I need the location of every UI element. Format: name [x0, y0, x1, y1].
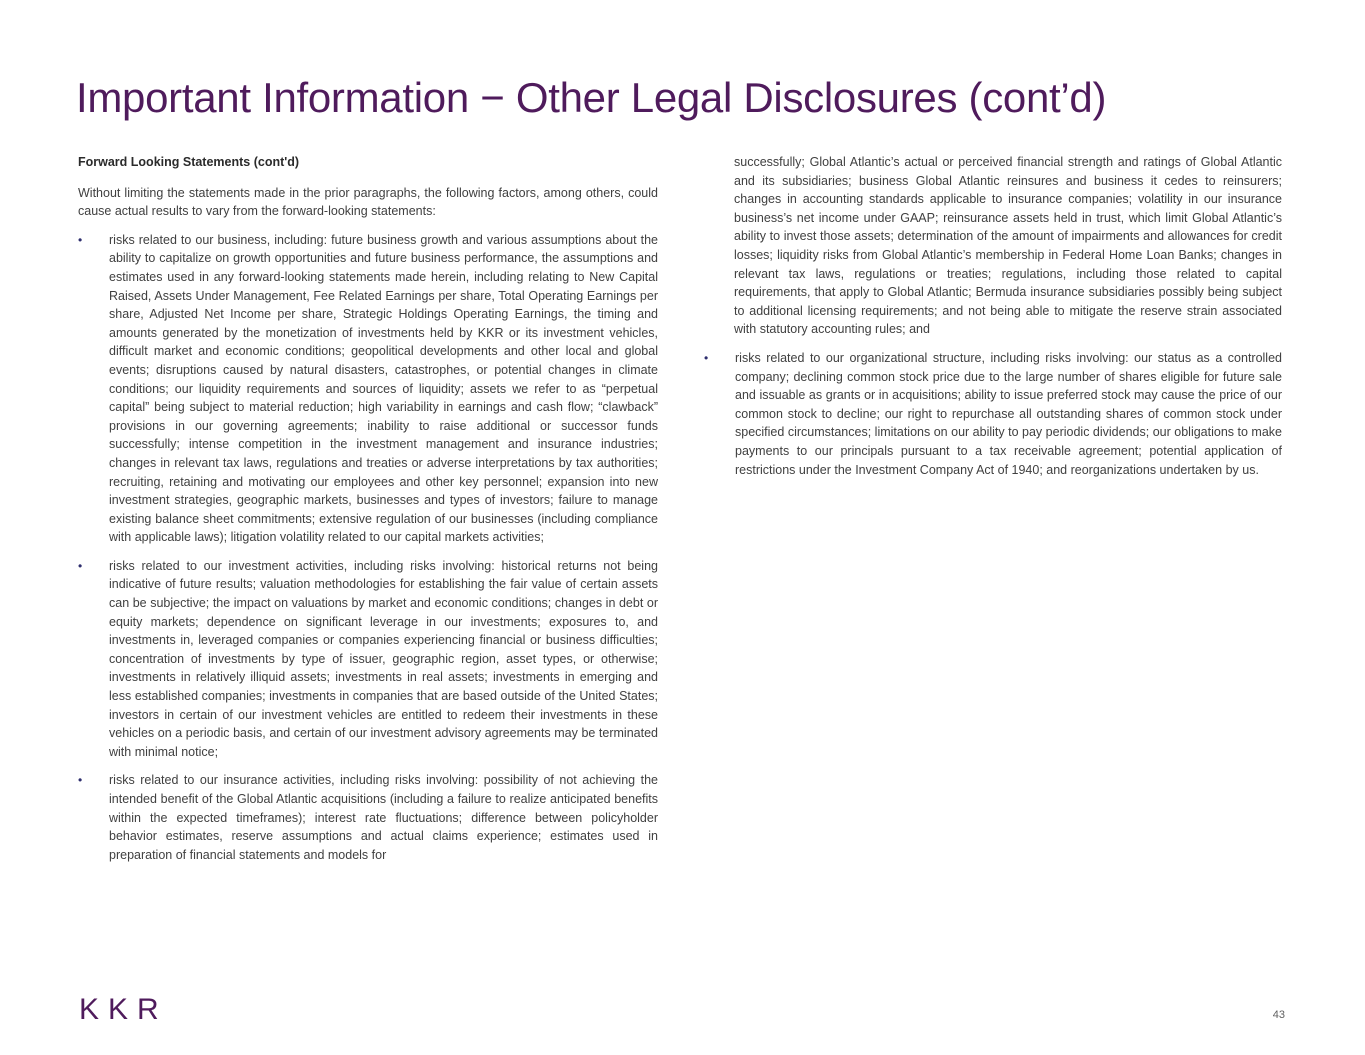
right-column [704, 153, 1282, 489]
list-item [704, 349, 1282, 479]
intro-paragraph: Without limiting the statements made in the prior paragraphs, the following factors, among others, could cause actual results to vary from the forward-looking statements: [78, 185, 658, 219]
kkr-logo: KKR [79, 993, 168, 1026]
bullet-icon: • [78, 773, 83, 788]
page-title: Important Information − Other Legal Disclosures (cont’d) [76, 74, 1107, 121]
page-number: 43 [1272, 1009, 1285, 1021]
risk-factor-list [78, 231, 658, 865]
list-item-text: risks related to our organizational structure, including risks involving: our status as a controlled company; declining common stock price due to the large number of shares eligible for future sale and issuable as grants or in acquisitions; ability to issue preferred stock may cause the price of our common stock to decline; our right to repurchase all outstanding shares of common stock under specified circumstances; limitations on our ability to pay periodic dividends; our obligations to make payments to our principals pursuant to a tax receivable agreement; potential application of restrictions under the Investment Company Act of 1940; and reorganizations undertaken by us. [735, 350, 1282, 477]
section-heading: Forward Looking Statements (cont'd) [78, 155, 300, 169]
continued-paragraph: successfully; Global Atlantic’s actual or perceived financial strength and ratings of Global Atlantic and its subsidiaries; business Global Atlantic reinsures and business it cedes to reinsurers; changes in accounting standards applicable to insurance companies; volatility in our insurance business’s net income under GAAP; reinsurance assets held in trust, which limit Global Atlantic’s ability to invest those assets; determination of the amount of impairments and allowances for credit losses; liquidity risks from Global Atlantic’s membership in Federal Home Loan Banks; changes in relevant tax laws, regulations or treaties; regulations, including those related to capital requirements, that apply to Global Atlantic; Bermuda insurance subsidiaries possibly being subject to additional licensing requirements; and not being able to mitigate the reserve strain associated with statutory accounting rules; and [734, 155, 1282, 337]
list-item-text: risks related to our business, including: future business growth and various assumptions about the ability to capitalize on growth opportunities and future business performance, the assumptions and estimates used in any forward-looking statements made herein, including relating to New Capital Raised, Assets Under Management, Fee Related Earnings per share, Total Operating Earnings per share, Adjusted Net Income per share, Strategic Holdings Operating Earnings, the timing and amounts generated by the monetization of investments held by KKR or its investment vehicles, difficult market and economic conditions; geopolitical developments and other local and global events; disruptions caused by natural disasters, catastrophes, or potential changes in climate conditions; our liquidity requirements and sources of liquidity; assets we refer to as “perpetual capital” being subject to material reduction; high variability in earnings and cash flow; “clawback” provisions in our governing agreements; inability to raise additional or successor funds successfully; intense competition in the investment management and insurance industries; changes in relevant tax laws, regulations and treaties or adverse interpretations by tax authorities; recruiting, retaining and motivating our employees and other key personnel; expansion into new investment strategies, geographic markets, businesses and types of investors; failure to manage existing balance sheet commitments; extensive regulation of our businesses (including compliance with applicable laws); litigation volatility related to our capital markets activities; [109, 232, 658, 545]
risk-factor-list-continued [704, 349, 1282, 479]
list-item-text: risks related to our investment activities, including risks involving: historical returns not being indicative of future results; valuation methodologies for establishing the fair value of certain assets can be subjective; the impact on valuations by market and economic conditions; changes in debt or equity markets; dependence on significant leverage in our investments; exposures to, and investments in, leveraged companies or companies experiencing financial or business difficulties; concentration of investments by type of issuer, geographic region, asset types, or otherwise; investments in relatively illiquid assets; investments in real assets; investments in emerging and less established companies; investments in companies that are based outside of the United States; investors in certain of our investment vehicles are entitled to redeem their investments in these vehicles on a periodic basis, and certain of our investment advisory agreements may be terminated with minimal notice; [109, 558, 658, 759]
bullet-icon: • [78, 558, 83, 573]
list-item [78, 557, 658, 762]
bullet-icon: • [78, 232, 83, 247]
list-item [78, 231, 658, 547]
list-item-text: risks related to our insurance activities, including risks involving: possibility of not achieving the intended benefit of the Global Atlantic acquisitions (including a failure to realize anticipated benefits within the expected timeframes); interest rate fluctuations; difference between policyholder behavior estimates, reserve assumptions and actual claims experience; estimates used in preparation of financial statements and models for [109, 773, 658, 862]
list-item [78, 771, 658, 864]
bullet-icon: • [704, 350, 709, 365]
left-column [78, 153, 658, 874]
